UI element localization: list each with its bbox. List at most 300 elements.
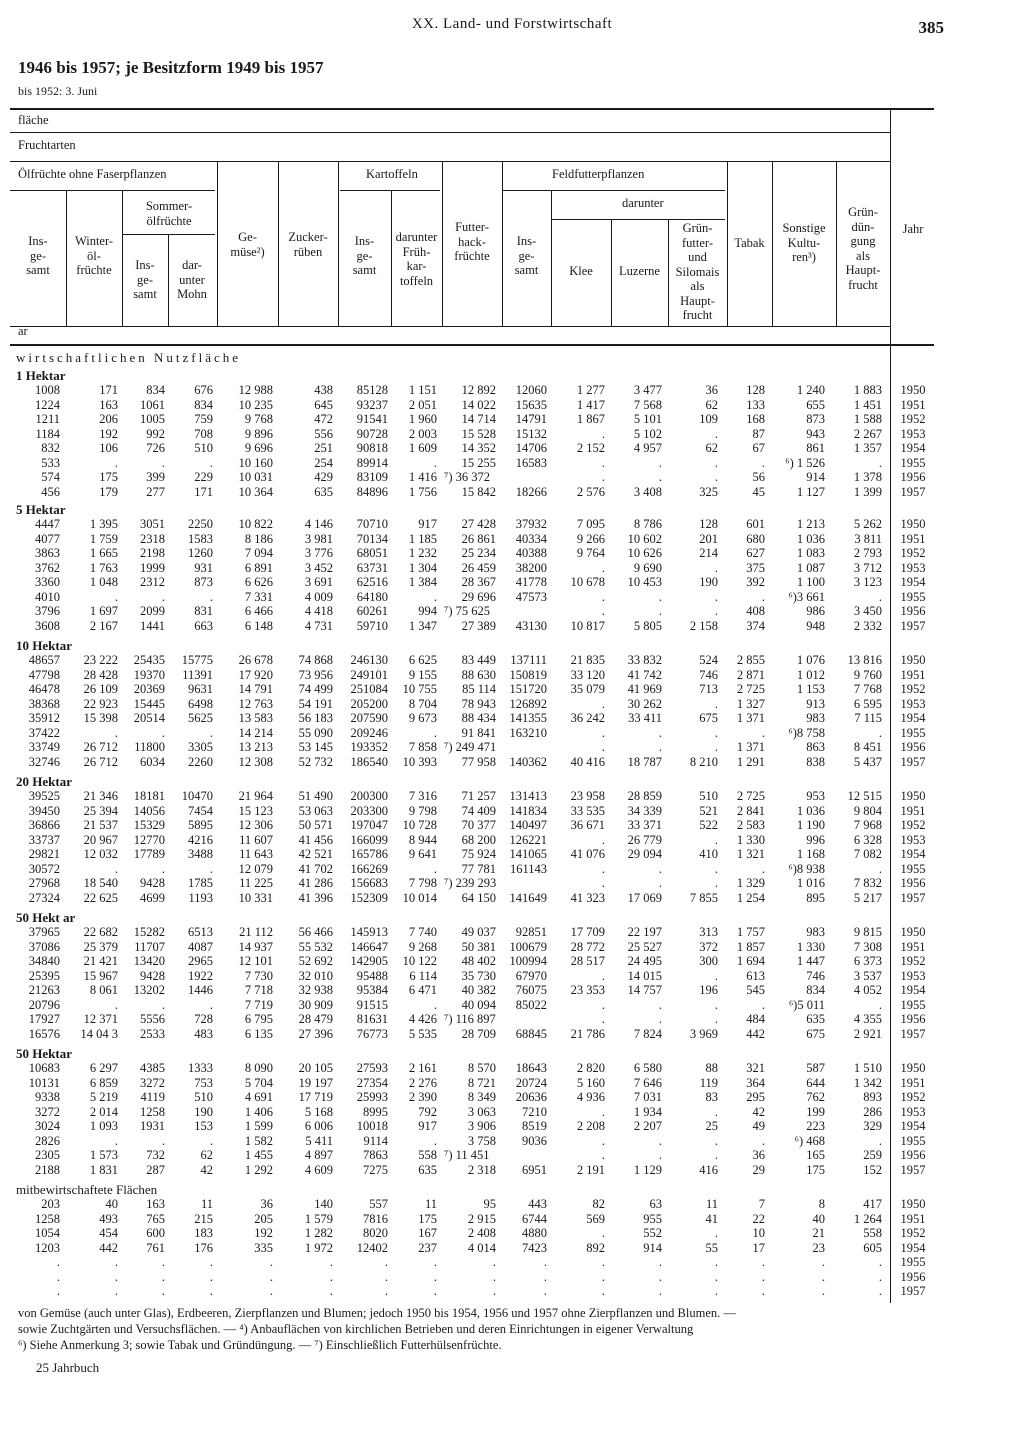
table-cell: 1956: [900, 604, 926, 618]
table-cell: 510: [194, 441, 213, 455]
table-cell: 2 267: [853, 426, 882, 441]
table-row: [10, 470, 934, 484]
table-cell: 3 123: [853, 575, 882, 589]
table-row: [10, 485, 934, 499]
table-cell: 183: [194, 1226, 213, 1240]
col-luzerne: [611, 264, 668, 279]
table-cell: 600: [146, 1226, 165, 1240]
table-row: [10, 1105, 934, 1119]
table-cell: 10 678: [570, 575, 605, 589]
table-cell: 32 938: [298, 983, 333, 997]
table-cell: 914: [806, 470, 825, 484]
table-cell: 27 389: [461, 618, 496, 633]
table-cell: 76075: [515, 983, 547, 997]
table-cell: 229: [194, 470, 213, 484]
table-cell: .: [714, 589, 718, 604]
table-cell: 4 418: [304, 604, 333, 618]
table-cell: 70 377: [461, 818, 496, 832]
table-cell: 36 242: [570, 711, 605, 725]
table-cell: 3 450: [853, 604, 882, 618]
table-cell: 1955: [900, 1255, 926, 1269]
table-cell: .: [329, 1284, 333, 1298]
table-cell: 300: [699, 954, 718, 968]
table-cell: 36: [260, 1197, 273, 1211]
table-cell: 3 691: [304, 575, 333, 589]
table-cell: 167: [418, 1226, 437, 1240]
table-cell: .: [161, 589, 165, 604]
table-cell: .: [329, 1255, 333, 1269]
table-cell: 746: [806, 968, 825, 983]
table-cell: .: [658, 589, 662, 604]
table-cell: 73 956: [298, 667, 333, 682]
table-cell: 20636: [515, 1090, 547, 1104]
table-cell: 10 728: [402, 818, 437, 832]
table-cell: 3 063: [467, 1104, 496, 1119]
table-cell: 10 817: [570, 618, 605, 633]
table-cell: 12 892: [461, 383, 496, 397]
table-cell: 1054: [35, 1226, 60, 1240]
table-cell: 9338: [35, 1090, 60, 1104]
table-cell: .: [714, 426, 718, 441]
table-cell: 832: [41, 441, 60, 455]
table-cell: 13420: [133, 954, 165, 968]
table-cell: 762: [806, 1090, 825, 1104]
col-label-line: Haupt-: [845, 263, 881, 277]
table-cell: 831: [194, 604, 213, 618]
table-cell: 2 332: [853, 618, 882, 633]
table-cell: 1 665: [89, 546, 118, 560]
table-cell: 40: [105, 1197, 118, 1211]
table-cell: 765: [146, 1211, 165, 1226]
table-cell: 140362: [509, 754, 547, 769]
table-cell: 9 641: [408, 847, 437, 861]
table-cell: 3 712: [853, 560, 882, 575]
table-cell: 17927: [28, 1012, 60, 1026]
table-row: [10, 590, 934, 604]
col-label-line: dün-: [851, 219, 875, 234]
table-cell: 5 704: [244, 1075, 273, 1090]
col-label-line: ge-: [30, 248, 46, 263]
table-cell: .: [209, 861, 213, 876]
table-cell: .: [601, 455, 605, 470]
table-cell: 21 112: [239, 925, 273, 939]
table-cell: .: [492, 1284, 496, 1298]
table-cell: .: [543, 1255, 547, 1269]
table-cell: 1 357: [853, 441, 882, 455]
table-cell: 28 479: [298, 1012, 333, 1026]
table-cell: 1258: [35, 1211, 60, 1226]
table-cell: 42: [752, 1104, 765, 1119]
table-cell: 7423: [522, 1240, 547, 1255]
table-cell: 1260: [188, 546, 213, 560]
table-cell: 33 411: [628, 711, 662, 725]
table-cell: 1955: [900, 589, 926, 604]
col-label-line: futter-: [682, 235, 713, 250]
col-label-line: Ins-: [516, 234, 537, 248]
table-cell: 54 191: [298, 696, 333, 711]
table-cell: 33 371: [627, 818, 662, 832]
table-cell: .: [384, 1269, 388, 1284]
table-cell: 5 805: [633, 618, 662, 633]
table-cell: 48 402: [461, 954, 496, 968]
table-cell: .: [543, 1284, 547, 1298]
col-label-line: Kultu-: [787, 235, 821, 250]
table-cell: 83109: [356, 470, 388, 484]
table-cell: 12 308: [238, 754, 273, 769]
table-cell: 15 842: [461, 484, 496, 499]
table-cell: 68051: [356, 546, 388, 560]
table-cell: 2 390: [408, 1090, 437, 1104]
table-cell: .: [209, 455, 213, 470]
table-cell: 4119: [140, 1090, 165, 1104]
table-cell: ⁷) 11 451: [444, 1148, 490, 1162]
table-cell: .: [433, 589, 437, 604]
group-label: 5 Hektar: [16, 502, 66, 517]
table-cell: 171: [99, 383, 118, 397]
table-cell: .: [601, 696, 605, 711]
table-cell: 9 815: [853, 925, 882, 939]
table-cell: 1956: [900, 1012, 926, 1026]
table-cell: 861: [806, 441, 825, 455]
table-cell: 128: [699, 517, 718, 531]
table-cell: 17 920: [238, 667, 273, 682]
table-cell: 834: [194, 397, 213, 412]
table-cell: 35912: [28, 711, 60, 725]
header-kartoffeln: Kartoffeln: [366, 167, 418, 181]
table-cell: 68845: [515, 1026, 547, 1041]
table-cell: 21: [812, 1226, 825, 1240]
table-row: [10, 1163, 934, 1177]
table-cell: 2 576: [576, 484, 605, 499]
table-cell: 1 579: [304, 1211, 333, 1226]
table-cell: .: [433, 725, 437, 740]
table-cell: 726: [146, 441, 165, 455]
table-cell: 15 967: [83, 968, 118, 983]
table-cell: .: [161, 1284, 165, 1298]
table-cell: 2826: [35, 1133, 60, 1148]
table-cell: 7 719: [244, 997, 273, 1012]
table-cell: ⁶)8 938: [788, 861, 825, 876]
table-cell: 33737: [28, 832, 60, 847]
table-cell: 9 764: [576, 546, 605, 560]
col-label-line: Futter-: [455, 220, 489, 234]
table-cell: 732: [146, 1148, 165, 1162]
table-cell: 1203: [35, 1240, 60, 1255]
group-label: 50 Hektar: [16, 1046, 72, 1061]
table-cell: 644: [806, 1075, 825, 1090]
table-cell: 3 811: [854, 531, 882, 546]
table-cell: 655: [806, 397, 825, 412]
col-label-line: frucht: [682, 308, 713, 322]
table-cell: 955: [643, 1211, 662, 1226]
table-cell: 10683: [28, 1061, 60, 1075]
table-cell: 131413: [509, 789, 547, 803]
table-cell: 3762: [35, 560, 60, 575]
table-cell: 454: [99, 1226, 118, 1240]
table-cell: .: [714, 455, 718, 470]
table-cell: 472: [314, 412, 333, 426]
table-cell: 1954: [900, 711, 926, 725]
table-cell: 41 702: [298, 861, 333, 876]
table-cell: .: [714, 470, 718, 484]
table-cell: 2 161: [408, 1061, 437, 1075]
table-cell: 7 730: [244, 968, 273, 983]
col-label-line: Luzerne: [619, 264, 660, 278]
table-cell: .: [714, 1133, 718, 1148]
table-cell: 9 266: [576, 531, 605, 546]
table-cell: 23: [812, 1240, 825, 1255]
table-cell: .: [433, 455, 437, 470]
table-cell: 325: [699, 484, 718, 499]
table-cell: 3 452: [304, 560, 333, 575]
table-cell: .: [433, 1269, 437, 1284]
table-cell: 1583: [188, 531, 213, 546]
table-cell: 5625: [188, 711, 213, 725]
table-cell: 1 264: [853, 1211, 882, 1226]
table-cell: .: [761, 1255, 765, 1269]
col-kart-insgesamt: [338, 234, 391, 278]
table-cell: 4216: [188, 832, 213, 847]
table-cell: 12 371: [83, 1012, 118, 1026]
table-cell: 165786: [350, 847, 388, 861]
table-cell: 78 943: [461, 696, 496, 711]
table-cell: .: [714, 1255, 718, 1269]
table-cell: .: [114, 861, 118, 876]
table-cell: 3863: [35, 546, 60, 560]
col-label-line: kar-: [406, 259, 427, 273]
table-cell: 33 535: [570, 803, 605, 818]
table-cell: .: [161, 1255, 165, 1269]
table-cell: .: [601, 832, 605, 847]
table-cell: 128: [746, 383, 765, 397]
group-label: 20 Hektar: [16, 774, 72, 789]
table-cell: 21 835: [570, 653, 605, 667]
table-cell: 1951: [900, 939, 926, 954]
table-cell: 259: [863, 1148, 882, 1162]
col-label-line: Haupt-: [680, 293, 715, 308]
table-cell: 32746: [28, 754, 60, 769]
table-cell: .: [878, 1133, 882, 1148]
table-cell: 152: [863, 1162, 882, 1177]
table-cell: 4 014: [467, 1240, 496, 1255]
table-cell: 62: [200, 1148, 213, 1162]
table-cell: 8020: [363, 1226, 388, 1240]
table-cell: 18181: [133, 789, 165, 803]
table-cell: 161143: [509, 861, 547, 876]
table-cell: .: [601, 1255, 605, 1269]
table-cell: 713: [699, 682, 718, 696]
table-cell: 40 416: [570, 754, 605, 769]
table-cell: 15132: [515, 426, 547, 441]
table-cell: 20369: [133, 682, 165, 696]
table-cell: 7 568: [633, 397, 662, 412]
table-cell: 2533: [140, 1026, 165, 1041]
table-cell: .: [601, 1133, 605, 1148]
table-cell: 1061: [140, 397, 165, 412]
col-label-line: frucht: [848, 277, 878, 292]
table-row: [10, 1255, 934, 1269]
table-cell: 17 719: [298, 1090, 333, 1104]
table-cell: .: [601, 1104, 605, 1119]
table-cell: 7 968: [853, 818, 882, 832]
table-cell: 1 378: [853, 470, 882, 484]
table-cell: .: [269, 1255, 273, 1269]
table-cell: 3796: [35, 604, 60, 618]
table-cell: 37932: [515, 517, 547, 531]
table-cell: 375: [746, 560, 765, 575]
table-cell: .: [601, 426, 605, 441]
table-cell: 1333: [188, 1061, 213, 1075]
table-cell: 1 127: [796, 484, 825, 499]
table-cell: 90728: [356, 426, 388, 441]
table-cell: 676: [194, 383, 213, 397]
table-cell: .: [821, 1284, 825, 1298]
table-cell: 574: [41, 470, 60, 484]
table-cell: 1957: [900, 1162, 926, 1177]
table-cell: 6 471: [408, 983, 437, 997]
table-cell: 88 434: [461, 711, 496, 725]
col-label-line: Ins-: [135, 258, 155, 272]
table-cell: 52 732: [298, 754, 333, 769]
table-cell: 19 197: [298, 1075, 333, 1090]
col-sonstige: [772, 221, 836, 265]
table-cell: 15445: [133, 696, 165, 711]
table-cell: 16583: [515, 455, 547, 470]
table-cell: 165: [806, 1148, 825, 1162]
table-cell: 47798: [28, 667, 60, 682]
table-cell: 5895: [188, 818, 213, 832]
table-cell: 29 696: [461, 589, 496, 604]
table-row: [10, 983, 934, 997]
table-cell: 1 232: [408, 546, 437, 560]
table-cell: 74 499: [298, 682, 333, 696]
table-cell: 209246: [350, 725, 388, 740]
table-cell: 20 105: [298, 1061, 333, 1075]
table-row: [10, 561, 934, 575]
table-cell: 873: [194, 575, 213, 589]
table-cell: 1953: [900, 560, 926, 575]
col-jahr: [892, 222, 934, 237]
table-cell: 2 208: [576, 1119, 605, 1133]
table-cell: 10131: [28, 1075, 60, 1090]
table-cell: ⁷) 75 625: [444, 604, 491, 618]
table-cell: 33749: [28, 740, 60, 754]
table-cell: 11707: [134, 939, 165, 954]
table-cell: 153: [194, 1119, 213, 1133]
table-row: [10, 847, 934, 861]
table-cell: 175: [806, 1162, 825, 1177]
table-cell: 442: [746, 1026, 765, 1041]
table-cell: 11: [424, 1197, 437, 1211]
table-cell: 7 740: [408, 925, 437, 939]
rule-flaeche: [10, 132, 890, 133]
table-cell: 27 428: [461, 517, 496, 531]
table-cell: 2099: [140, 604, 165, 618]
table-cell: .: [658, 1284, 662, 1298]
col-winteroel: [66, 234, 122, 278]
table-cell: 10 014: [402, 890, 437, 905]
table-cell: 943: [806, 426, 825, 441]
table-cell: .: [209, 1133, 213, 1148]
table-cell: 1 083: [796, 546, 825, 560]
table-cell: 82: [592, 1197, 605, 1211]
table-cell: 931: [194, 560, 213, 575]
table-cell: 5556: [140, 1012, 165, 1026]
table-cell: .: [56, 1255, 60, 1269]
rule-kartoffeln: [340, 190, 440, 191]
table-cell: 1 342: [853, 1075, 882, 1090]
table-cell: 151720: [509, 682, 547, 696]
table-row: [10, 412, 934, 426]
table-cell: 3272: [35, 1104, 60, 1119]
table-cell: 199: [806, 1104, 825, 1119]
table-cell: 601: [746, 517, 765, 531]
table-cell: 10 602: [627, 531, 662, 546]
table-cell: 62516: [356, 575, 388, 589]
rule-feldfutter: [503, 190, 725, 191]
col-label-line: samt: [514, 263, 539, 277]
table-cell: 26 109: [83, 682, 118, 696]
table-cell: 45: [752, 484, 765, 499]
table-cell: 1008: [35, 383, 60, 397]
table-cell: 7454: [188, 803, 213, 818]
table-cell: 77 781: [461, 861, 496, 876]
table-cell: 21 964: [238, 789, 273, 803]
table-cell: 1957: [900, 1026, 926, 1041]
table-cell: 569: [586, 1211, 605, 1226]
table-cell: 205: [254, 1211, 273, 1226]
table-cell: ⁶)5 011: [788, 997, 825, 1012]
table-cell: .: [761, 1133, 765, 1148]
table-cell: 53 145: [298, 740, 333, 754]
table-cell: 983: [806, 711, 825, 725]
table-cell: .: [433, 1255, 437, 1269]
table-cell: ⁶) 1 526: [785, 455, 825, 470]
table-cell: 206: [99, 412, 118, 426]
table-cell: 237: [418, 1240, 437, 1255]
table-cell: 556: [314, 426, 333, 441]
table-cell: 2 855: [736, 653, 765, 667]
table-cell: 1 417: [576, 397, 605, 412]
table-cell: 9 804: [853, 803, 882, 818]
table-cell: 1957: [900, 618, 926, 633]
table-cell: 14 714: [461, 412, 496, 426]
table-cell: 190: [194, 1104, 213, 1119]
table-cell: 17 069: [627, 890, 662, 905]
table-cell: 12 101: [238, 954, 273, 968]
table-cell: .: [714, 560, 718, 575]
table-cell: 893: [863, 1090, 882, 1104]
table-cell: 36: [705, 383, 718, 397]
table-cell: 14791: [515, 412, 547, 426]
table-cell: 2 276: [408, 1075, 437, 1090]
table-cell: 1952: [900, 954, 926, 968]
table-cell: 22 625: [83, 890, 118, 905]
table-cell: 552: [643, 1226, 662, 1240]
table-cell: .: [658, 1269, 662, 1284]
table-cell: ⁶)8 758: [788, 725, 825, 740]
table-cell: 1950: [900, 383, 926, 397]
table-cell: .: [714, 604, 718, 618]
table-cell: 36: [752, 1148, 765, 1162]
table-cell: .: [114, 1269, 118, 1284]
col-label-line: Klee: [569, 264, 593, 278]
table-cell: 81631: [356, 1012, 388, 1026]
table-cell: .: [761, 589, 765, 604]
table-cell: 38200: [515, 560, 547, 575]
table-cell: 438: [314, 383, 333, 397]
table-cell: 42: [200, 1162, 213, 1177]
